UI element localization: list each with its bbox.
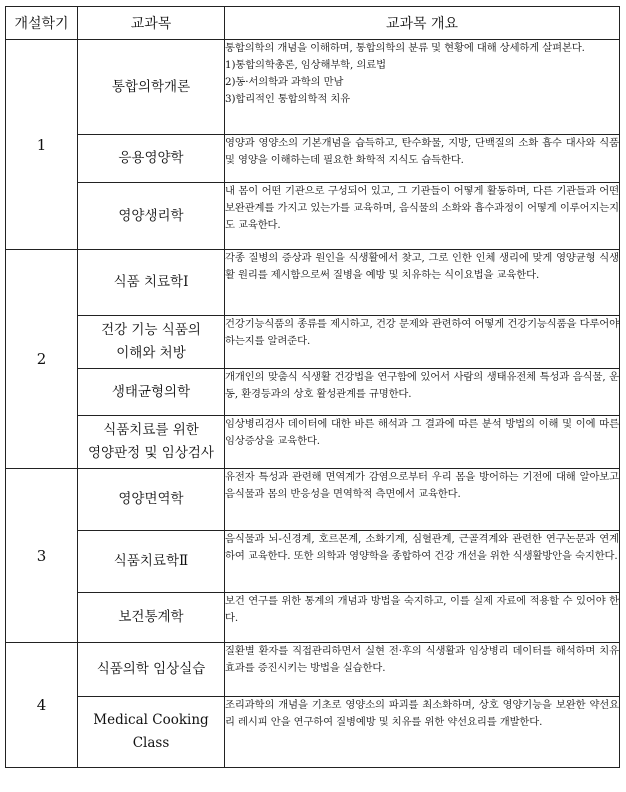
course-name-line: 영양판정 및 임상검사 — [88, 445, 214, 461]
overview-text: 개개인의 맞춤식 식생활 건강법을 연구함에 있어서 사람의 생태유전체 특성과 음식물, 운동, 환경등과의 상호 활성관계를 규명한다. — [225, 371, 619, 400]
course-name-cell — [78, 135, 225, 183]
course-name-line: Medical Cooking — [93, 712, 209, 728]
table-row — [6, 643, 620, 697]
course-overview-cell — [225, 250, 620, 316]
table-row — [6, 40, 620, 135]
course-overview-cell — [225, 369, 620, 416]
table-row — [6, 183, 620, 250]
course-overview-cell — [225, 469, 620, 531]
course-overview-cell — [225, 416, 620, 469]
course-name-line: 식품치료학Ⅱ — [113, 553, 189, 569]
course-name-cell — [78, 697, 225, 768]
overview-text: 1)통합의학총론, 임상해부학, 의료법 — [225, 59, 386, 71]
table-row — [6, 697, 620, 768]
overview-text: 음식물과 뇌-신경계, 호르몬계, 소화기계, 심혈관계, 근골격계와 관련한 연구논문과 연계하여 교육한다. 또한 의학과 영양학을 종합하여 건강 개선을 위한 식생활방안을 숙지한다. — [225, 533, 619, 562]
overview-text: 보건 연구를 위한 통계의 개념과 방법을 숙지하고, 이를 실제 자료에 적용할 수 있어야 한다. — [225, 595, 619, 624]
course-name-line: 보건통계학 — [118, 609, 184, 625]
course-name-line: 영양면역학 — [118, 491, 184, 507]
overview-text: 건강기능식품의 종류를 제시하고, 건강 문제와 관련하여 어떻게 건강기능식품을 다루어야 하는지를 알려준다. — [225, 318, 619, 347]
course-name-line: 통합의학개론 — [111, 78, 191, 95]
table-row — [6, 531, 620, 593]
course-overview-cell — [225, 135, 620, 183]
course-name-cell — [78, 643, 225, 697]
course-name-cell — [78, 40, 225, 135]
course-name-line: Class — [132, 735, 170, 751]
course-name-cell — [78, 250, 225, 316]
overview-text: 질환별 환자를 직접관리하면서 실현 전·후의 식생활과 임상병리 데이터를 해석하며 치유효과를 증진시키는 방법을 실습한다. — [225, 645, 619, 674]
semester-cell: 2 — [6, 250, 78, 469]
course-name-cell — [78, 316, 225, 369]
table-row — [6, 593, 620, 643]
overview-text: 3)합리적인 통합의학적 치유 — [225, 93, 351, 105]
header-row — [6, 7, 620, 40]
course-name-cell — [78, 416, 225, 469]
semester-cell: 4 — [6, 643, 78, 768]
course-name-cell — [78, 369, 225, 416]
course-name-line: 응용영양학 — [118, 150, 184, 166]
curriculum-table — [5, 6, 620, 768]
table-row — [6, 316, 620, 369]
course-name-cell — [78, 593, 225, 643]
course-overview-cell — [225, 40, 620, 135]
table-row — [6, 250, 620, 316]
course-overview-cell — [225, 593, 620, 643]
course-name-line: 식품치료를 위한 — [103, 422, 199, 438]
course-name-line: 건강 기능 식품의 — [101, 322, 201, 338]
header-semester: 개설학기 — [6, 7, 78, 40]
course-name-cell — [78, 469, 225, 531]
overview-text: 각종 질병의 증상과 원인을 식생활에서 찾고, 그로 인한 인체 생리에 맞게 영양균형 식생활 원리를 제시함으로써 질병을 예방 및 치유하는 식이요법을 교육한다. — [225, 252, 619, 281]
header-course: 교과목 — [78, 7, 225, 40]
table-row — [6, 469, 620, 531]
course-overview-cell — [225, 316, 620, 369]
header-overview: 교과목 개요 — [225, 7, 620, 40]
course-overview-cell — [225, 697, 620, 768]
course-name-cell — [78, 531, 225, 593]
course-name-line: 생태균형의학 — [111, 383, 191, 400]
table-row — [6, 135, 620, 183]
course-overview-cell — [225, 531, 620, 593]
semester-cell: 1 — [6, 40, 78, 250]
overview-text: 조리과학의 개념을 기초로 영양소의 파괴를 최소화하며, 상호 영양기능을 보완한 약선요리 레시피 안을 연구하여 질병예방 및 치유를 위한 약선요리를 개발한다. — [225, 699, 619, 728]
table-row — [6, 416, 620, 469]
overview-text: 영양과 영양소의 기본개념을 습득하고, 탄수화물, 지방, 단백질의 소화 흡수 대사와 식품 및 영양을 이해하는데 필요한 화학적 지식도 습득한다. — [225, 137, 619, 166]
course-name-cell — [78, 183, 225, 250]
course-overview-cell — [225, 643, 620, 697]
overview-text: 2)동·서의학과 과학의 만남 — [225, 76, 344, 88]
overview-text: 내 몸이 어떤 기관으로 구성되어 있고, 그 기관들이 어떻게 활동하며, 다른 기관들과 어떤 보완관계를 가지고 있는가를 교육하며, 음식물의 소화와 흡수과정이 어떻게 이루어지는지도 교육한다. — [225, 185, 619, 231]
course-name-line: 식품 치료학Ⅰ — [113, 274, 189, 290]
overview-text: 유전자 특성과 관련해 면역계가 감염으로부터 우리 몸을 방어하는 기전에 대해 알아보고 음식물과 몸의 반응성을 면역학적 측면에서 교육한다. — [225, 471, 619, 500]
course-name-line: 영양생리학 — [118, 207, 184, 224]
course-name-line: 이해와 처방 — [116, 345, 186, 361]
overview-text: 통합의학의 개념을 이해하며, 통합의학의 분류 및 현황에 대해 상세하게 살펴본다. — [225, 42, 585, 54]
course-name-line: 식품의학 임상실습 — [96, 661, 206, 677]
semester-cell: 3 — [6, 469, 78, 643]
overview-text: 임상병리검사 데이터에 대한 바른 해석과 그 결과에 따른 분석 방법의 이해 및 이에 따른 임상증상을 교육한다. — [225, 418, 619, 447]
table-row — [6, 369, 620, 416]
course-overview-cell — [225, 183, 620, 250]
